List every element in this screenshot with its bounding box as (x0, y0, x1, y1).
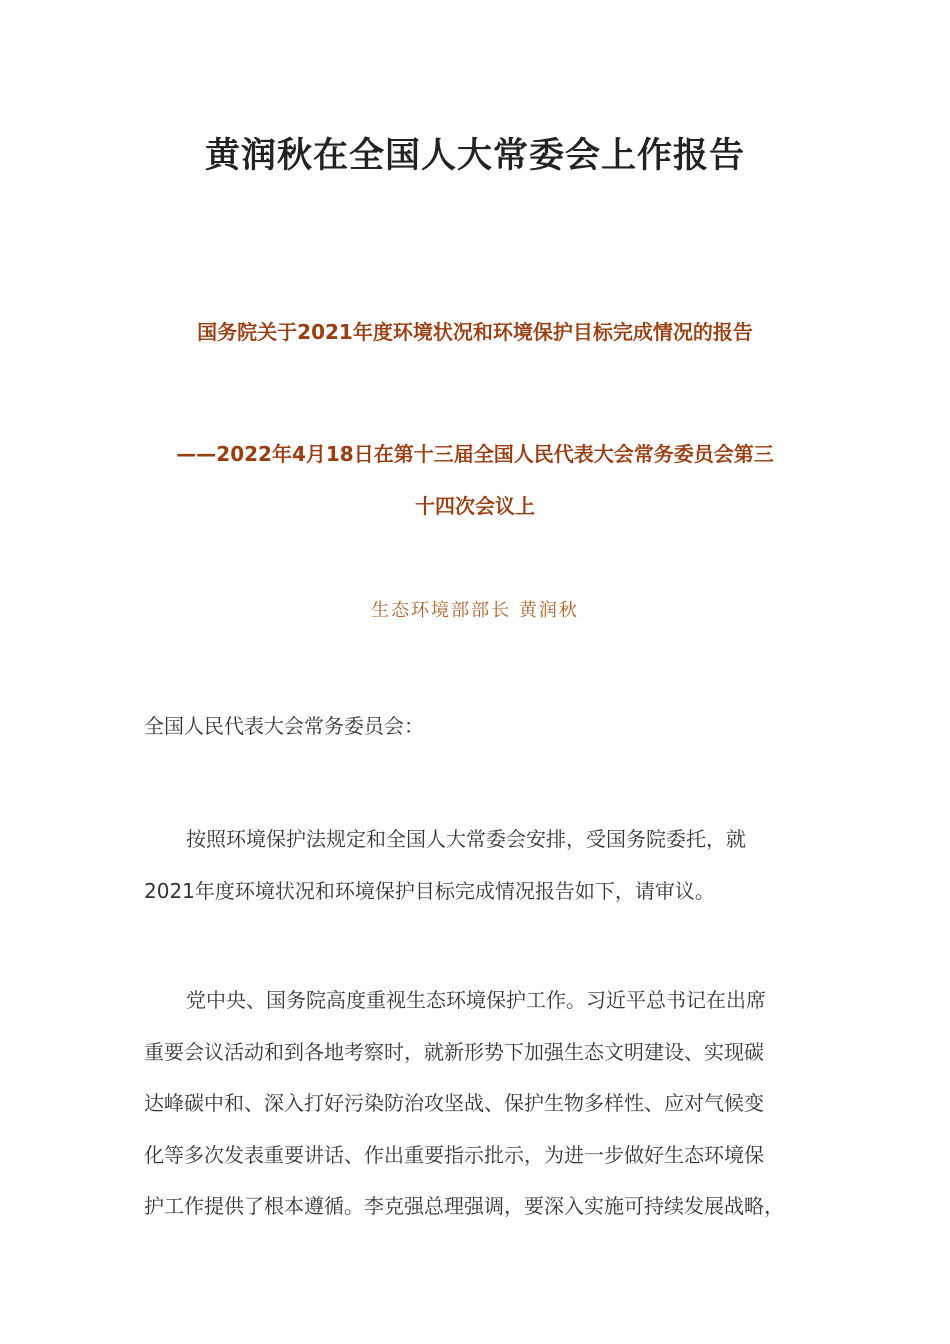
meeting-date-line (140, 428, 810, 532)
meeting-date-line-2: 十四次会议上 (415, 494, 535, 518)
paragraph (144, 975, 810, 1233)
paragraph-line: 护工作提供了根本遵循。李克强总理强调，要深入实施可持续发展战略， (144, 1194, 784, 1218)
page-title: 黄润秋在全国人大常委会上作报告 (204, 136, 745, 176)
paragraph-line: 重要会议活动和到各地考察时，就新形势下加强生态文明建设、实现碳 (144, 1039, 764, 1064)
meeting-date-line-1: ——2022年4月18日在第十三届全国人民代表大会常务委员会第三 (176, 442, 774, 466)
paragraph-line: 党中央、国务院高度重视生态环境保护工作。习近平总书记在出席 (186, 988, 766, 1012)
paragraph (144, 814, 810, 917)
author-byline: 生态环境部部长 黄润秋 (371, 600, 579, 621)
paragraph-line: 按照环境保护法规定和全国人大常委会安排，受国务院委托，就 (186, 827, 746, 851)
salutation: 全国人民代表大会常务委员会： (144, 714, 424, 738)
report-subtitle: 国务院关于2021年度环境状况和环境保护目标完成情况的报告 (197, 320, 753, 344)
paragraph-line: 化等多次发表重要讲话、作出重要指示批示，为进一步做好生态环境保 (144, 1142, 764, 1167)
paragraph-line: 2021年度环境状况和环境保护目标完成情况报告如下，请审议。 (144, 878, 715, 903)
paragraph-line: 达峰碳中和、深入打好污染防治攻坚战、保护生物多样性、应对气候变 (144, 1091, 764, 1115)
